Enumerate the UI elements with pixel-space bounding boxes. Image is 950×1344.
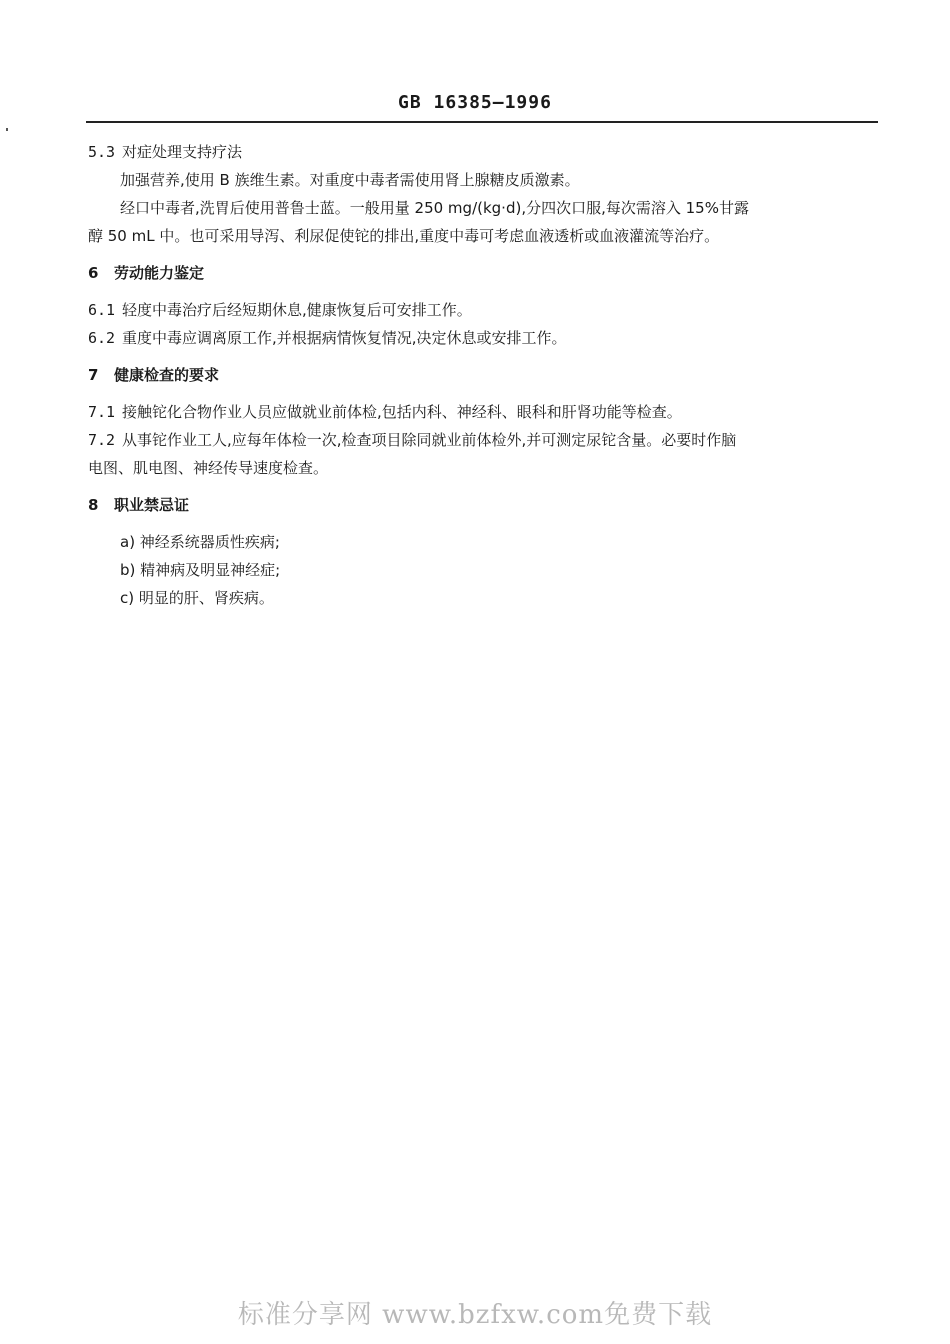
clause-number: 7.1	[88, 403, 116, 421]
clause-text: 从事铊作业工人,应每年体检一次,检查项目除同就业前体检外,并可测定尿铊含量。必要时作脑	[122, 431, 737, 449]
scan-mark	[6, 128, 8, 131]
clause-text: 轻度中毒治疗后经短期休息,健康恢复后可安排工作。	[122, 301, 472, 319]
clause-number: 6.2	[88, 329, 116, 347]
clause-6-2	[88, 324, 880, 352]
clause-7-2-continued: 电图、肌电图、神经传导速度检查。	[88, 459, 329, 477]
paragraph: 加强营养,使用 B 族维生素。对重度中毒者需使用肾上腺糖皮质激素。	[120, 171, 580, 189]
section-5-3-heading	[88, 138, 880, 166]
section-number: 7	[88, 366, 99, 384]
clause-number: 6.1	[88, 301, 116, 319]
section-title: 健康检查的要求	[114, 366, 220, 384]
section-title: 职业禁忌证	[114, 496, 190, 514]
section-title: 劳动能力鉴定	[114, 264, 205, 282]
list-item: b) 精神病及明显神经症;	[120, 561, 281, 579]
paragraph-line: 醇 50 mL 中。也可采用导泻、利尿促使铊的排出,重度中毒可考虑血液透析或血液灌流等治疗。	[88, 227, 720, 245]
header-divider	[86, 121, 878, 123]
section-number: 6	[88, 264, 99, 282]
section-title: 对症处理支持疗法	[122, 143, 243, 161]
clause-7-2	[88, 426, 880, 454]
document-body	[88, 138, 880, 612]
section-number: 8	[88, 496, 99, 514]
section-8-heading	[88, 491, 880, 519]
clause-7-1	[88, 398, 880, 426]
section-7-heading	[88, 361, 880, 389]
section-6-heading	[88, 259, 880, 287]
standard-code-header: GB 16385—1996	[398, 92, 552, 113]
list-item: a) 神经系统器质性疾病;	[120, 533, 280, 551]
section-number: 5.3	[88, 143, 116, 161]
clause-text: 重度中毒应调离原工作,并根据病情恢复情况,决定休息或安排工作。	[122, 329, 567, 347]
watermark-footer: 标准分享网 www.bzfxw.com免费下载	[237, 1300, 713, 1330]
clause-text: 接触铊化合物作业人员应做就业前体检,包括内科、神经科、眼科和肝肾功能等检查。	[122, 403, 682, 421]
list-item: c) 明显的肝、肾疾病。	[120, 589, 274, 607]
clause-number: 7.2	[88, 431, 116, 449]
clause-6-1	[88, 296, 880, 324]
paragraph-line: 经口中毒者,洗胃后使用普鲁士蓝。一般用量 250 mg/(kg·d),分四次口服,每次需溶入 15%甘露	[120, 199, 749, 217]
